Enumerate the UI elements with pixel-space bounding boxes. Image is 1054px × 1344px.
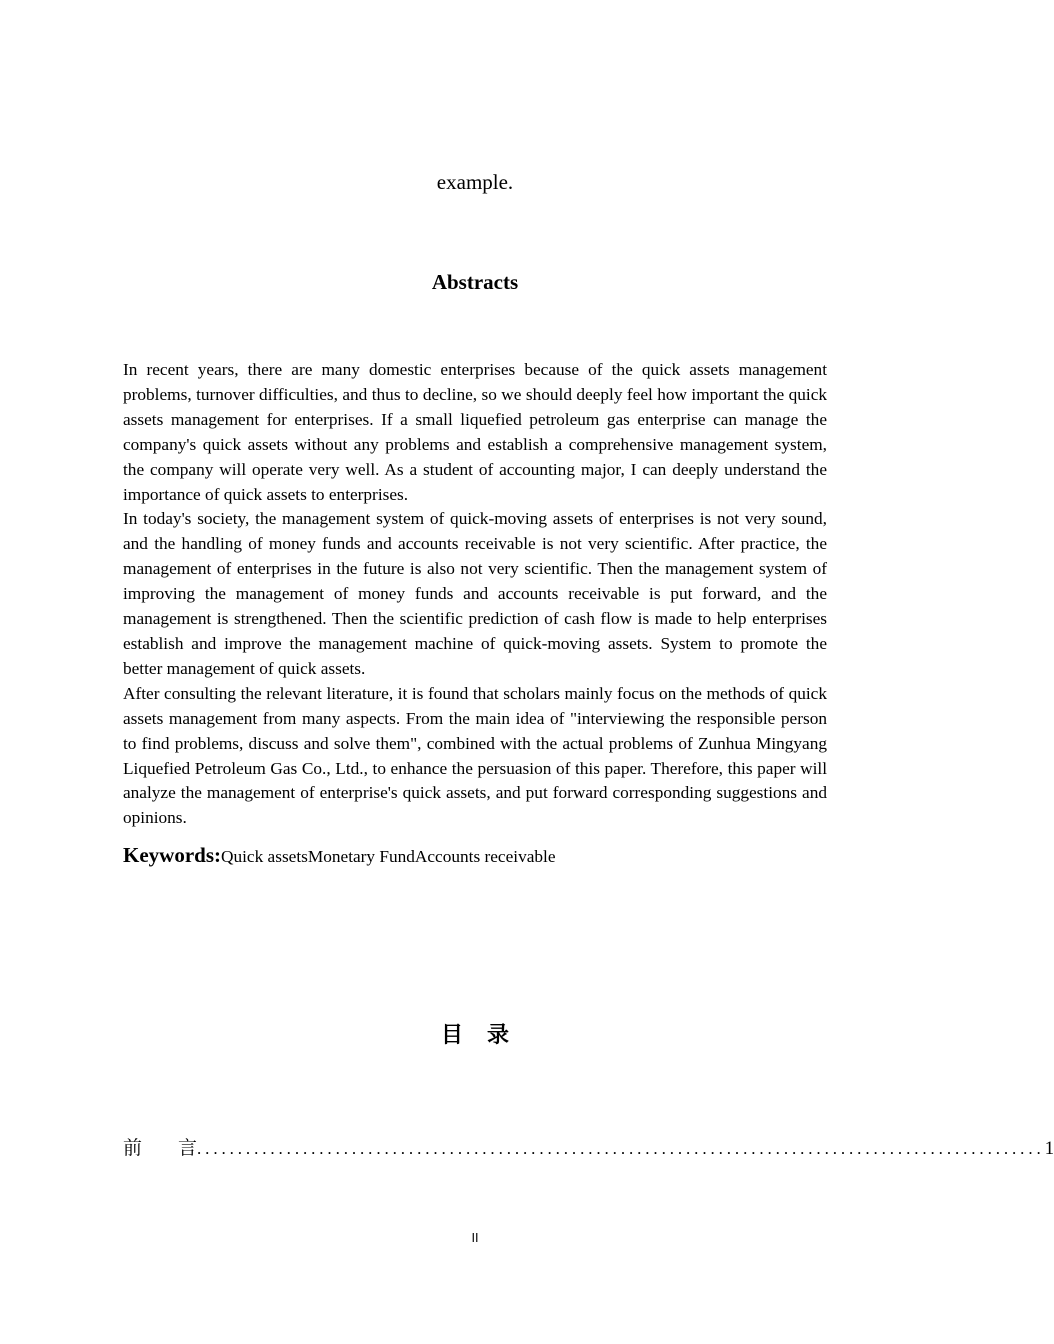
abstract-paragraph: In recent years, there are many domestic enterprises because of the quick assets management problems, turnover difficulties, and thus to decline, so we should deeply feel how important the quick assets management for enterprises. If a small liquefied petroleum gas enterprise can manage the company's quick assets without any problems and establish a comprehensive management system, the company will operate very well. As a student of accounting major, I can deeply understand the importance of quick assets to enterprises.: [123, 360, 827, 504]
toc-entry-label: 前言: [123, 1137, 234, 1159]
continued-text-fragment: example.: [436, 170, 514, 194]
abstract-paragraph: After consulting the relevant literature, it is found that scholars mainly focus on the methods of quick assets management from many aspects. From the main idea of "interviewing the responsible person to find problems, discuss and solve them", combined with the actual problems of Zunhua Mingyang Liquefied Petroleum Gas Co., Ltd., to enhance the persuasion of this paper. Therefore, this paper will analyze the management of enterprise's quick assets, and put forward corresponding suggestions and opinions.: [123, 683, 827, 828]
keywords-line: [123, 843, 827, 868]
toc-title: 目录: [440, 1023, 533, 1048]
keywords-value: Quick assetsMonetary FundAccounts receivable: [221, 847, 556, 866]
abstract-body: [123, 358, 827, 831]
keywords-label: Keywords:: [123, 843, 221, 867]
page-number: II: [471, 1231, 479, 1245]
toc-entry[interactable]: [123, 1133, 1054, 1160]
toc-leader-dots: ........................................................................................................: [197, 1139, 1045, 1158]
abstract-paragraph: In today's society, the management system of quick-moving assets of enterprises is not very sound, and the handling of money funds and accounts receivable is not very scientific. After practice, the management of enterprises in the future is also not very scientific. Then the management system of improving the management of money funds and accounts receivable is put forward, and the management is strengthened. Then the scientific prediction of cash flow is made to help enterprises establish and improve the management machine of quick-moving assets. System to promote the better management of quick assets.: [123, 509, 827, 678]
abstract-title: Abstracts: [431, 270, 519, 294]
toc-entry-page: 1: [1044, 1138, 1054, 1159]
